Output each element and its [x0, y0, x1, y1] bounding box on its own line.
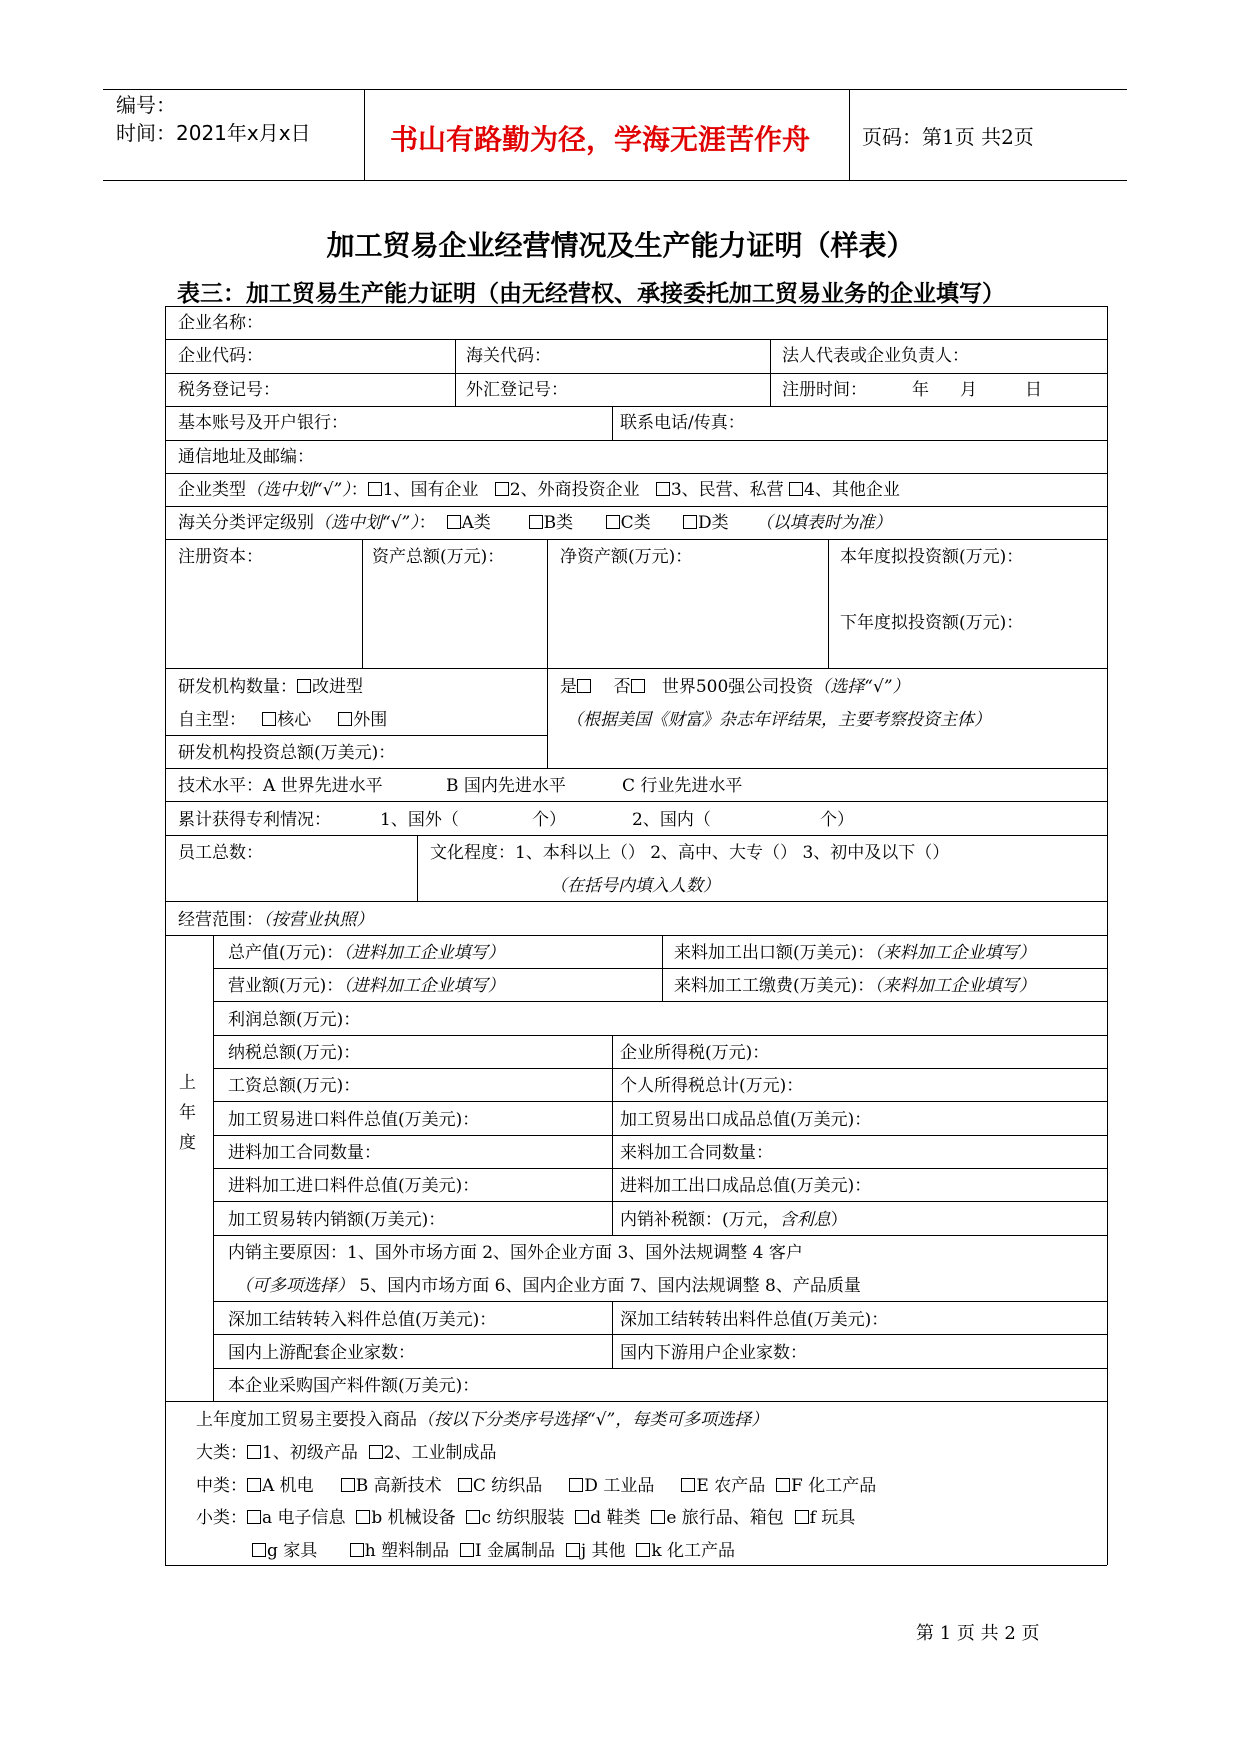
material-contracts-label: 来料加工合同数量：: [620, 1143, 773, 1163]
tax-total-label: 纳税总额(万元)：: [228, 1043, 361, 1063]
income-tax-label: 企业所得税(万元)：: [620, 1043, 770, 1063]
patent-foreign-label: 1、国外（: [380, 810, 459, 830]
mid-label: 中类：: [196, 1476, 247, 1496]
domestic-sales-label: 加工贸易转内销额(万美元)：: [228, 1210, 446, 1230]
this-year-invest-label: 本年度拟投资额(万元)：: [840, 547, 1024, 567]
checkbox-icon[interactable]: [577, 679, 591, 693]
material-hint: （来料加工企业填写）: [874, 976, 1036, 996]
rd-yes-label: 是: [560, 677, 577, 697]
customs-grade-row: 海关分类评定级别（选中划“√”）： A类 B类 C类 D类 （以填表时为准）: [178, 513, 892, 533]
last-year-vertical-1: 上: [179, 1073, 196, 1093]
header-page-label: 页码：第1页 共2页: [862, 125, 1034, 149]
checkbox-icon[interactable]: [636, 1543, 650, 1557]
revenue-label: 营业额(万元)：: [228, 976, 344, 996]
fortune-note: （根据美国《财富》杂志年评结果，主要考察投资主体）: [566, 710, 991, 730]
rd-count-label: 研发机构数量：: [178, 677, 297, 697]
company-code-label: 企业代码：: [178, 346, 263, 366]
header-divider-right: [849, 89, 850, 180]
customs-grade-label: 海关分类评定级别: [178, 513, 314, 533]
edu-label: 文化程度：1、本科以上（） 2、高中、大专（） 3、初中及以下（）: [430, 843, 950, 863]
checkbox-icon[interactable]: [631, 679, 645, 693]
checkbox-icon[interactable]: [338, 712, 352, 726]
enterprise-type-row: 企业类型（选中划“√”）： 1、国有企业 2、外商投资企业 3、民营、私营 4、其他企业: [178, 480, 900, 500]
address-label: 通信地址及邮编：: [178, 447, 314, 467]
checkbox-icon[interactable]: [458, 1478, 472, 1492]
self-type-label: 自主型：: [178, 710, 246, 730]
trade-import-label: 加工贸易进口料件总值(万美元)：: [228, 1110, 480, 1130]
self-core-label: 核心: [277, 710, 312, 730]
checkbox-icon[interactable]: [466, 1510, 480, 1524]
checkbox-icon[interactable]: [350, 1543, 364, 1557]
patent-domestic-unit: 个）: [820, 810, 854, 830]
import-hint: （进料加工企业填写）: [343, 976, 505, 996]
checkbox-icon[interactable]: [495, 482, 509, 496]
doc-time-label: 时间：2021年x月x日: [116, 121, 311, 145]
checkbox-icon[interactable]: [262, 712, 276, 726]
enterprise-type-label: 企业类型: [178, 480, 246, 500]
patent-label: 累计获得专利情况：: [178, 810, 331, 830]
self-peripheral-label: 外围: [353, 710, 388, 730]
processing-fee-label: 来料加工工缴费(万美元)：: [674, 976, 875, 996]
reasons-2: 5、国内市场方面 6、国内企业方面 7、国内法规调整 8、产品质量: [354, 1276, 861, 1296]
downstream-label: 国内下游用户企业家数：: [620, 1343, 807, 1363]
checkbox-icon[interactable]: [247, 1478, 261, 1492]
company-name-label: 企业名称：: [178, 313, 263, 333]
import-materials-label: 进料加工进口料件总值(万美元)：: [228, 1176, 480, 1196]
last-year-vertical-2: 年: [179, 1103, 196, 1123]
header-motto: 书山有路勤为径，学海无涯苦作舟: [390, 123, 811, 156]
checkbox-icon[interactable]: [575, 1510, 589, 1524]
reg-month: 月: [960, 380, 977, 400]
small-category-row-1: 小类： a 电子信息 b 机械设备 c 纺织服装 d 鞋类 e 旅行品、箱包 f 玩具: [196, 1508, 856, 1528]
staff-label: 员工总数：: [178, 843, 263, 863]
scope-hint: （按营业执照）: [263, 910, 374, 930]
total-assets-label: 资产总额(万元)：: [372, 547, 505, 567]
import-export-label: 进料加工出口成品总值(万美元)：: [620, 1176, 872, 1196]
checkbox-icon[interactable]: [606, 515, 620, 529]
customs-grade-b: B类: [543, 513, 574, 533]
small-label: 小类：: [196, 1508, 247, 1528]
customs-grade-note: （以填表时为准）: [755, 513, 892, 533]
checkbox-icon[interactable]: [681, 1478, 695, 1492]
processing-export-label: 来料加工出口额(万美元)：: [674, 943, 875, 963]
total-output-row: [228, 943, 505, 963]
enterprise-type-opt-3: 3、民营、私营: [670, 480, 784, 500]
processing-export-row: [674, 943, 1036, 963]
trade-export-label: 加工贸易出口成品总值(万美元)：: [620, 1110, 872, 1130]
self-type-row: [178, 710, 387, 730]
goods-row: [196, 1410, 768, 1430]
checkbox-icon[interactable]: [369, 1445, 383, 1459]
revenue-row: [228, 976, 505, 996]
checkbox-icon[interactable]: [683, 515, 697, 529]
edu-note: （在括号内填入人数）: [550, 876, 720, 896]
header-bottom-rule: [103, 180, 1127, 181]
page-footer: 第 1 页 共 2 页: [916, 1623, 1040, 1644]
page-title: 加工贸易企业经营情况及生产能力证明（样表）: [326, 229, 915, 262]
checkbox-icon[interactable]: [247, 1510, 261, 1524]
last-year-vertical-3: 度: [179, 1133, 196, 1153]
tax-reg-label: 税务登记号：: [178, 380, 280, 400]
goods-label: 上年度加工贸易主要投入商品: [196, 1410, 417, 1430]
checkbox-icon[interactable]: [460, 1543, 474, 1557]
personal-tax-label: 个人所得税总计(万元)：: [620, 1076, 804, 1096]
enterprise-type-opt-4: 4、其他企业: [804, 480, 900, 500]
header-divider-left: [364, 89, 365, 180]
customs-grade-a: A类: [461, 513, 491, 533]
checkbox-icon[interactable]: [252, 1543, 266, 1557]
goods-hint: （按以下分类序号选择“√”，每类可多项选择）: [417, 1410, 769, 1430]
upstream-label: 国内上游配套企业家数：: [228, 1343, 415, 1363]
rd-invest-label: 研发机构投资总额(万美元)：: [178, 743, 396, 763]
deep-in-label: 深加工结转转入料件总值(万美元)：: [228, 1310, 497, 1330]
enterprise-type-opt-2: 2、外商投资企业: [509, 480, 640, 500]
big-label: 大类：: [196, 1443, 247, 1463]
top500-label: 世界500强公司投资: [661, 677, 814, 697]
material-hint: （来料加工企业填写）: [874, 943, 1036, 963]
reg-year: 年: [912, 380, 929, 400]
enterprise-type-hint: （选中划“√”）: [246, 480, 351, 500]
profit-label: 利润总额(万元)：: [228, 1010, 361, 1030]
forex-reg-label: 外汇登记号：: [466, 380, 568, 400]
scope-label: 经营范围：: [178, 910, 263, 930]
small-category-row-2: g 家具 h 塑料制品 I 金属制品 j 其他 k 化工产品: [252, 1541, 735, 1561]
patent-foreign-unit: 个）: [532, 810, 566, 830]
patent-domestic-label: 2、国内（: [632, 810, 711, 830]
scope-row: [178, 910, 374, 930]
checkbox-icon[interactable]: [569, 1478, 583, 1492]
reasons-hint: （可多项选择）: [235, 1276, 354, 1296]
top500-row: [560, 677, 910, 697]
reasons-line-1: 内销主要原因：1、国外市场方面 2、国外企业方面 3、国外法规调整 4 客户: [228, 1243, 803, 1263]
reg-day: 日: [1025, 380, 1042, 400]
big-category-row: 大类： 1、初级产品 2、工业制成品: [196, 1443, 497, 1463]
checkbox-icon[interactable]: [651, 1510, 665, 1524]
wage-total-label: 工资总额(万元)：: [228, 1076, 361, 1096]
checkbox-icon[interactable]: [447, 515, 461, 529]
processing-fee-row: [674, 976, 1036, 996]
rd-count-row: [178, 677, 363, 697]
checkbox-icon[interactable]: [656, 482, 670, 496]
tax-supplement-hint: 含利息: [779, 1210, 831, 1230]
checkbox-icon[interactable]: [356, 1510, 370, 1524]
deep-out-label: 深加工结转转出料件总值(万美元)：: [620, 1310, 889, 1330]
header-top-rule: [103, 89, 1127, 90]
checkbox-icon[interactable]: [297, 679, 311, 693]
customs-grade-d: D类: [698, 513, 729, 533]
checkbox-icon[interactable]: [368, 482, 382, 496]
checkbox-icon[interactable]: [795, 1510, 809, 1524]
total-output-label: 总产值(万元)：: [228, 943, 344, 963]
bank-label: 基本账号及开户银行：: [178, 413, 348, 433]
enterprise-type-opt-1: 1、国有企业: [382, 480, 479, 500]
tech-level-label: 技术水平：A 世界先进水平: [178, 776, 383, 796]
page-subtitle: 表三：加工贸易生产能力证明（由无经营权、承接委托加工贸易业务的企业填写）: [177, 280, 1005, 307]
checkbox-icon[interactable]: [529, 515, 543, 529]
reg-time-label: 注册时间：: [782, 380, 867, 400]
next-year-invest-label: 下年度拟投资额(万元)：: [840, 613, 1024, 633]
customs-grade-hint: （选中划“√”）: [314, 513, 419, 533]
tax-supplement-row: 内销补税额：(万元，含利息）: [620, 1210, 848, 1230]
mid-category-row: 中类： A 机电 B 高新技术 C 纺织品 D 工业品 E 农产品 F 化工产品: [196, 1476, 877, 1496]
rd-no-label: 否: [613, 677, 631, 697]
top500-hint: （选择“√”）: [813, 677, 910, 697]
tax-supplement-label: 内销补税额：(万元，: [620, 1210, 780, 1230]
import-contracts-label: 进料加工合同数量：: [228, 1143, 381, 1163]
tech-b-label: B 国内先进水平: [446, 776, 566, 796]
tech-c-label: C 行业先进水平: [622, 776, 743, 796]
checkbox-icon[interactable]: [776, 1478, 790, 1492]
doc-number-label: 编号：: [116, 93, 176, 117]
checkbox-icon[interactable]: [566, 1543, 580, 1557]
phone-label: 联系电话/传真：: [620, 413, 745, 433]
domestic-purchase-label: 本企业采购国产料件额(万美元)：: [228, 1376, 480, 1396]
customs-code-label: 海关代码：: [466, 346, 551, 366]
import-hint: （进料加工企业填写）: [343, 943, 505, 963]
net-assets-label: 净资产额(万元)：: [560, 547, 693, 567]
reasons-line-2: [235, 1276, 861, 1296]
checkbox-icon[interactable]: [247, 1445, 261, 1459]
legal-rep-label: 法人代表或企业负责人：: [782, 346, 969, 366]
rd-improve-label: 改进型: [312, 677, 363, 697]
reg-capital-label: 注册资本：: [178, 547, 263, 567]
customs-grade-c: C类: [620, 513, 651, 533]
checkbox-icon[interactable]: [341, 1478, 355, 1492]
checkbox-icon[interactable]: [789, 482, 803, 496]
